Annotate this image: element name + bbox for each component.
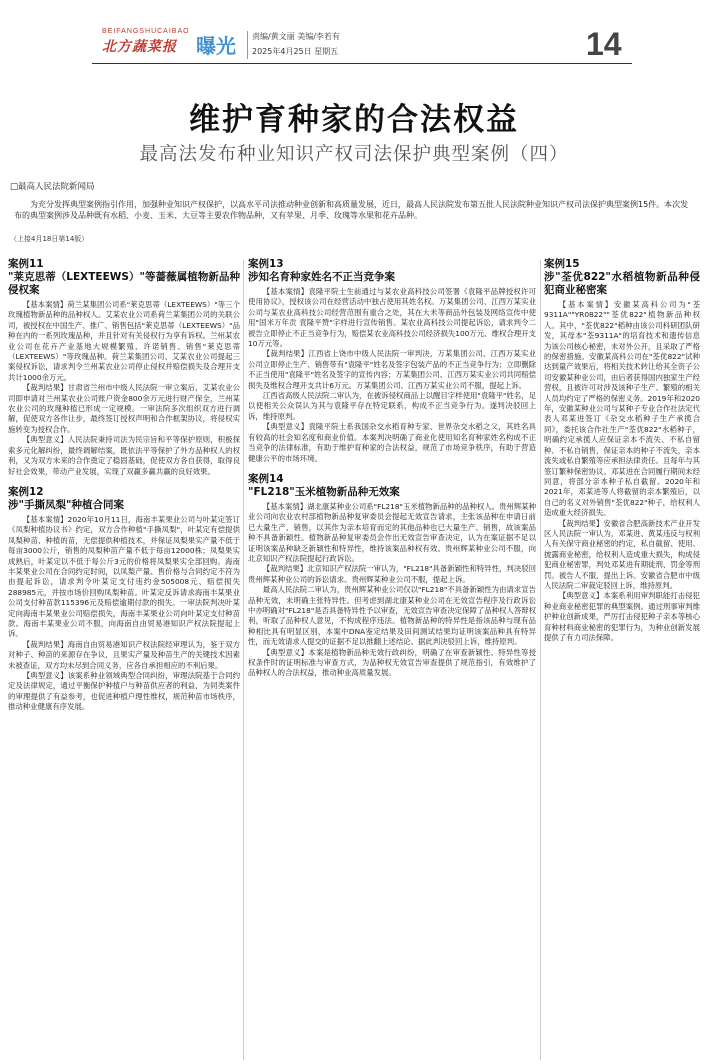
case-paragraph: 【裁判结果】北京知识产权法院一审认为，"FL218"具备新颖性和特异性，判决驳回贵州辉某种业公司的诉讼请求。贵州辉某种业公司不服，提起上诉。 (248, 564, 536, 584)
case-paragraph: 最高人民法院二审认为，贵州辉某种业公司仅以"FL218"不具备新颖性为由请求宣告品种无效，未明确主张特异性。但考虑到湖北康某种业公司在无效宣告程序及行政诉讼中亦明确对"FL218"是否具备特异性予以审查，无效宣告审查决定保障了品种权人答辩权利，听取了品种权人意见，不构成程序违法。植物新品种的特异性是指该品种与现有品种相比具有明显区别，本案中DNA鉴定结果及田间测试结果均证明该案品种具有特异性，而无效请求人提交的证据不足以推翻上述结论。据此判决驳回上诉，维持原判。 (248, 585, 536, 647)
case-paragraph: 【裁判结果】海南自由贸易港知识产权法院经审理认为，鉴于双方对种子、种苗的来源存在争议，且果实产量及种苗生产的关键技术因素未被查证，双方均未尽到合同义务，应各自承担相应的不利后果。 (8, 639, 240, 670)
case-title: 涉"手撕凤梨"种植合同案 (8, 498, 124, 511)
issue-date: 2025年4月25日 星期五 (252, 47, 339, 56)
case-number: 案例15 (544, 258, 580, 270)
masthead-rule (92, 63, 632, 64)
case-title: "FL218"玉米植物新品种无效案 (248, 485, 400, 498)
section-name: 曝光 (196, 34, 236, 58)
case-paragraph: 【典型意义】袁隆平院士系我国杂交水稻育种专家、世界杂交水稻之父，其姓名具有较高的社会知名度和商业价值。本案判决明确了商业化使用知名育种家姓名构成不正当竞争的法律标准，有助于维护育种家的合法权益，规范了市场竞争秩序，有助于营造健康公平的市场环境。 (248, 422, 536, 463)
headline: 维护育种家的合法权益 (189, 102, 519, 138)
case-number: 案例12 (8, 485, 44, 498)
case-paragraph: 【典型意义】人民法院秉持司法为民宗旨和平等保护原则，积极探索多元化解纠纷，最终调解结案，既依法平等保护了外方品种权人的权利，又为双方未来的合作奠定了稳固基础，促使双方各自获得，取得良好社会效果，带动产业发展，实现了双赢多赢共赢的良好效果。 (8, 435, 240, 476)
editors-line: 责编/黄文丽 美编/李若有 (252, 32, 340, 41)
column-2 (248, 258, 536, 679)
case-title: "莱克思蒂（LEXTEEWS）"等蔷薇属植物新品种侵权案 (8, 271, 240, 296)
case-paragraph: 【裁判结果】安徽省合肥高新技术产业开发区人民法院一审认为，邓某进、黄某违反与权利人有关保守商业秘密的约定，私自截留、使用、披露商业秘密，给权利人造成重大损失，构成侵犯商业秘密罪，判处邓某进有期徒刑、罚金等刑罚。被告人不服，提出上诉。安徽省合肥市中级人民法院二审裁定驳回上诉，维持原判。 (544, 518, 700, 590)
column-3 (544, 258, 700, 643)
byline: □最高人民法院新闻局 (10, 182, 95, 192)
subheadline: 最高法发布种业知识产权司法保护典型案例（四） (139, 144, 569, 165)
case-paragraph: 【基本案情】荷兰某集团公司系"莱克思蒂（LEXTEEWS）"等三个玫瑰植物新品种的品种权人。艾某农业公司系荷兰某集团公司的关联公司，被授权在中国生产、推广、销售包括"莱克思蒂（LEXTEEWS）"品种在内的一系列玫瑰品种，并且针对有关侵权行为享有诉权。兰州某农业公司在花卉产业基地大规模繁殖、许诺销售、销售"莱克思蒂（LEXTEEWS）"等玫瑰品种。荷兰某集团公司、艾某农业公司提起三案侵权诉讼，请求判令兰州某农业公司停止侵权并赔偿损失及合理开支共计1000余万元。 (8, 300, 240, 382)
masthead-divider (247, 31, 248, 59)
case-paragraph: 江西省高级人民法院二审认为，在被诉侵权商品上以醒目字样使用"袁隆平"姓名，足以使相关公众误认为其与袁隆平存在特定联系，构成不正当竞争行为。遂判决驳回上诉，维持原判。 (248, 391, 536, 421)
intro-paragraph: 为充分发挥典型案例指引作用，加强种业知识产权保护，以高水平司法推动种业创新和高质量发展，近日，最高人民法院发布第五批人民法院种业知识产权司法保护典型案例15件。本次发布的典型案例涉及品种既有水稻、小麦、玉米、大豆等主要农作物品种，又有苹果、月季、玫瑰等水果和花卉品种。 (14, 200, 689, 220)
case-paragraph: 【裁判结果】江西省上饶市中级人民法院一审判决，万某集团公司、江西万某实业公司立即停止生产、销售带有"袁隆平"姓名及签字包装产品的不正当竞争行为；立即删除不正当使用"袁隆平"姓名及签字的宣传内容；万某集团公司、江西万某实业公司共同赔偿损失及维权合理开支共计6万元。万某集团公司、江西万某实业公司不服，提起上诉。 (248, 349, 536, 390)
case-paragraph: 【基本案情】袁隆平院士生前通过与某农业高科技公司签署《袁隆平品牌授权许可使用协议》，授权该公司在经营活动中独占使用其姓名权。万某集团公司、江西万某实业公司与某农业高科技公司经营范围有重合之处，其在大米等商品外包装及网络宣传中使用"国米万年贡 袁隆平赞"字样进行宣传销售。某农业高科技公司提起诉讼，请求判令二被告立即停止不正当竞争行为，赔偿某农业高科技公司经济损失100万元、维权合理开支10万元等。 (248, 287, 536, 349)
column-divider (540, 260, 541, 1060)
case-number: 案例11 (8, 258, 44, 270)
case-paragraph: 【裁判结果】甘肃省兰州市中级人民法院一审立案后，艾某农业公司即申请对兰州某农业公司账户资金800余万元进行财产保全，兰州某农业公司的玫瑰种植已形成一定规模。一审法院多次组织双方进行调解，促使双方各作让步，最终签订授权声明和合作框架协议，将侵权实施转变为授权合作。 (8, 383, 240, 434)
case-paragraph: 【基本案情】安徽某高科公司为"荃9311A""YR0822""荃优822"植物新品种权人。其中，"荃优822"稻种由该公司科研团队研发，其母本"荃9311A"的培育技术和遗传信息为该公司核心秘密，未对外公开，且采取了严格的保密措施。安徽某高科公司在"荃优822"试种达到量产效果后，将相关技术转让给其全资子公司安徽某种业公司，由后者获得国内独家生产经营权，且被许可对涉及该种子生产、繁殖的相关人员均约定了严格的保密义务。2019年和2020年，安徽某种业公司与某种子专业合作社法定代表人邓某进签订《杂交水稻种子生产承揽合同》，委托该合作社生产"荃优822"水稻种子，明确约定承揽人应保证亲本不流失、不私自留种、不私自销售，保证亲本的种子不流失，亲本流失或私自繁殖等应承担法律责任。且每年与其签订繁种保密协议。邓某进在合同履行期间未经同意，将部分亲本种子私自截留。2020年和2021年，邓某进等人将截留的亲本繁殖后，以自己的名义对外销售"荃优822"种子，给权利人造成重大经济损失。 (544, 300, 700, 518)
intro-source: （上接4月18日第14版） (10, 235, 89, 243)
column-divider (243, 260, 244, 1060)
case-title: 涉知名育种家姓名不正当竞争案 (248, 271, 395, 283)
case-paragraph: 【基本案情】2020年10月11日，海南丰某果业公司与叶某定签订《凤梨种植协议书》约定，双方合作种植"手撕凤梨"，叶某定有偿提供凤梨种苗、种植的苗，无偿提供种植技术，并保证凤梨果实产量不低于每亩3000公斤，销售的凤梨种苗产量不低于每亩12000株；凤梨果实成熟后，叶某定以不低于每公斤3元的价格将凤梨果实全部回购。海南丰某果业公司在合同约定时间，以凤梨产量、售价格与合同约定不符为由提起诉讼，请求判令叶某定支付违约金505008元、赔偿损失288985元，并按市场价回购凤梨种苗。叶某定反诉请求海南丰某果业公司支付种苗款115396元及赔偿逾期付款的损失。一审法院判决叶某定向海南丰某果业公司赔偿损失，海南丰某果业公司向叶某定支付种苗款。海南丰某果业公司不服，向海南自由贸易港知识产权法院提起上诉。 (8, 514, 240, 639)
case-number: 案例14 (248, 472, 284, 485)
case-paragraph: 【典型意义】本案系利用审判职能打击侵犯种业商业秘密犯罪的典型案例。通过刑事审判维护种业创新成果，严厉打击侵犯种子亲本等核心育种材料商业秘密的犯罪行为，为种业创新发展提供了有力司法保障。 (544, 591, 700, 642)
case-paragraph: 【基本案情】湖北康某种业公司系"FL218"玉米植物新品种的品种权人。贵州辉某种业公司向农业农村部植物新品种复审委员会提起无效宣告请求，主张该品种在申请日前已大量生产、销售，以其作为亲本培育而定的其他品种也已大量生产、销售，故该案品种不具备新颖性。植物新品种复审委员会作出无效宣告审查决定，认为在案证据不足以证明该案品种缺乏新颖性和特异性，维持该案品种权有效。贵州辉某种业公司不服，向北京知识产权法院提起行政诉讼。 (248, 501, 536, 563)
paper-name-pinyin: BEIFANGSHUCAIBAO (102, 28, 190, 35)
column-1 (8, 258, 240, 713)
case-number: 案例13 (248, 258, 284, 270)
case-paragraph: 【典型意义】本案是植物新品种无效行政纠纷，明确了在审查新颖性、特异性等授权条件时的证明标准与审查方式，为品种权无效宣告审查提供了规范指引，有效维护了品种权人的合法权益，推动种业高质量发展。 (248, 647, 536, 678)
case-paragraph: 【典型意义】该案系种业领域典型合同纠纷，审理法院基于合同约定及法律规定，通过平衡保护种植户与种苗供应者的利益，为同类案件的审理提供了有益参考，也促进种植户理性维权，规范种苗市场秩序，推动种业健康有序发展。 (8, 671, 240, 712)
case-title: 涉"荃优822"水稻植物新品种侵犯商业秘密案 (544, 271, 700, 296)
page-number: 14 (586, 26, 622, 62)
paper-name: 北方蔬菜报 (102, 39, 177, 55)
masthead (0, 0, 708, 62)
